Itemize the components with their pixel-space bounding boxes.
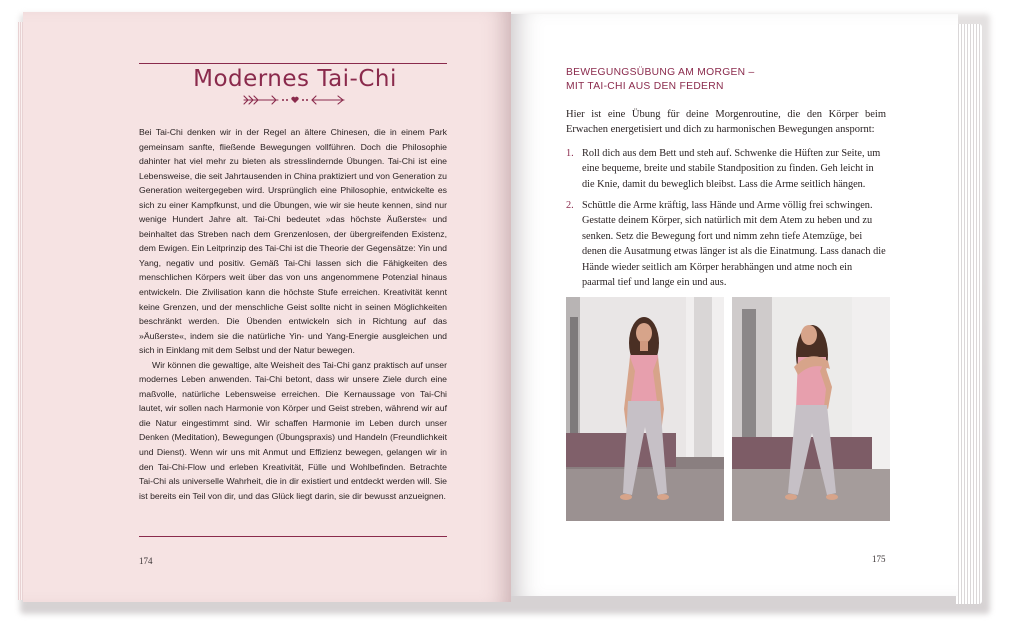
- step-text: Roll dich aus dem Bett und steh auf. Schwenke die Hüften zur Seite, um eine bequeme, breite und stabile Standposition zu finden. Geh leicht in die Knie, damit du beweglich bleibst. Lass die Arme seitlich hängen.: [582, 148, 881, 190]
- exercise-photo-shaking-arms: [732, 297, 890, 521]
- exercise-photo-standing: [566, 297, 724, 521]
- page-title: Modernes Tai-Chi: [193, 66, 397, 92]
- list-item: [566, 198, 886, 290]
- page-number-left: 174: [139, 556, 153, 566]
- list-item: [566, 146, 886, 192]
- page-edges-right: [956, 24, 982, 604]
- paragraph-2: Wir können die gewaltige, alte Weisheit des Tai-Chi ganz praktisch auf unser modernes Leben anwenden. Tai-Chi betont, dass wir unsere Ziele durch eine maßvolle, natürliche Lebensweise erreichen. Die Kernaussage von Tai-Chi lautet, wir sollen nach Harmonie von Körper und Geist streben, während wir auf die Natur eingestimmt sind. Wir schaffen Harmonie im Leben durch unser Denken (Meditation), Bewegungen (Übungspraxis) und Handeln (Freundlichkeit und Dienst). Wenn wir uns mit Anmut und Effizienz bewegen, gelangen wir in den Tai-Chi-Flow und erleben Kreativität, Fülle und Wohlbefinden. Betrachte Tai-Chi als universelle Wahrheit, die in dir existiert und entdeckt werden will. Sie ist bereits ein Teil von dir, und das Glück liegt darin, sie dir bewusst anzueignen.: [139, 359, 447, 501]
- left-body-text: [139, 125, 447, 503]
- step-text: Schüttle die Arme kräftig, lass Hände und Arme völlig frei schwingen. Gestatte deinem Körper, sich natürlich mit dem Atem zu heben und zu senken. Setz die Bewegung fort und nimm zehn tiefe Atemzüge, bei denen die Ausatmung etwas länger ist als die Einatmung. Lass danach die Hände wieder seitlich am Körper herabhängen und atme noch ein paarmal tief und lange ein und aus.: [582, 200, 886, 289]
- footer-rule: [139, 536, 447, 537]
- arrow-ornament-icon: [240, 93, 350, 107]
- step-number: 1.: [566, 148, 574, 159]
- intro-text: Hier ist eine Übung für deine Morgenroutine, die den Körper beim Erwachen energetisiert und dich zu harmonischen Bewegungen anspornt:: [566, 109, 886, 136]
- heading-line-2: MIT TAI-CHI AUS DEN FEDERN: [566, 81, 724, 92]
- heading-line-1: BEWEGUNGSÜBUNG AM MORGEN –: [566, 67, 755, 78]
- page-number-right: 175: [872, 554, 886, 564]
- section-heading: [566, 66, 906, 94]
- step-number: 2.: [566, 200, 574, 211]
- title-rule-top: [139, 63, 447, 64]
- paragraph-1: Bei Tai-Chi denken wir in der Regel an ältere Chinesen, die in einem Park gemeinsam sanfte, fließende Bewegungen vollführen. Doch die Philosophie dahinter hat viel mehr zu bieten als stresslindernde Übungen. Tai-Chi ist eine Lebensweise, die seit Jahrtausenden in China praktiziert und von Generation zu Generation weitergegeben wird. Ursprünglich eine Philosophie, entwickelte es sich zu einer Kampfkunst, und die Übungen, wie wir sie heute kennen, sind nur wenige Hundert Jahre alt. Tai-Chi bedeutet »das höchste Äußerste« und beinhaltet das Streben nach dem Grenzenlosen, der übergreifenden Existenz, dem Ewigen. Ein Leitprinzip des Tai-Chi ist die Theorie der Gegensätze: Yin und Yang, negativ und positiv. Gemäß Tai-Chi lassen sich die Fähigkeiten des menschlichen Körpers weit über das von uns angenommene Potenzial hinaus entwickeln. Die Zivilisation kann die höchste Stufe erreichen. Kreativität kennt keine Grenzen, und der menschliche Geist sollte nicht in seinen Möglichkeiten beschränkt werden. Die Übenden entwickeln sich in Richtung auf das »Äußerste«, indem sie die natürliche Yin- und Yang-Energie ausgleichen und sich in Einklang mit dem Selbst und der Natur bewegen.: [139, 127, 447, 356]
